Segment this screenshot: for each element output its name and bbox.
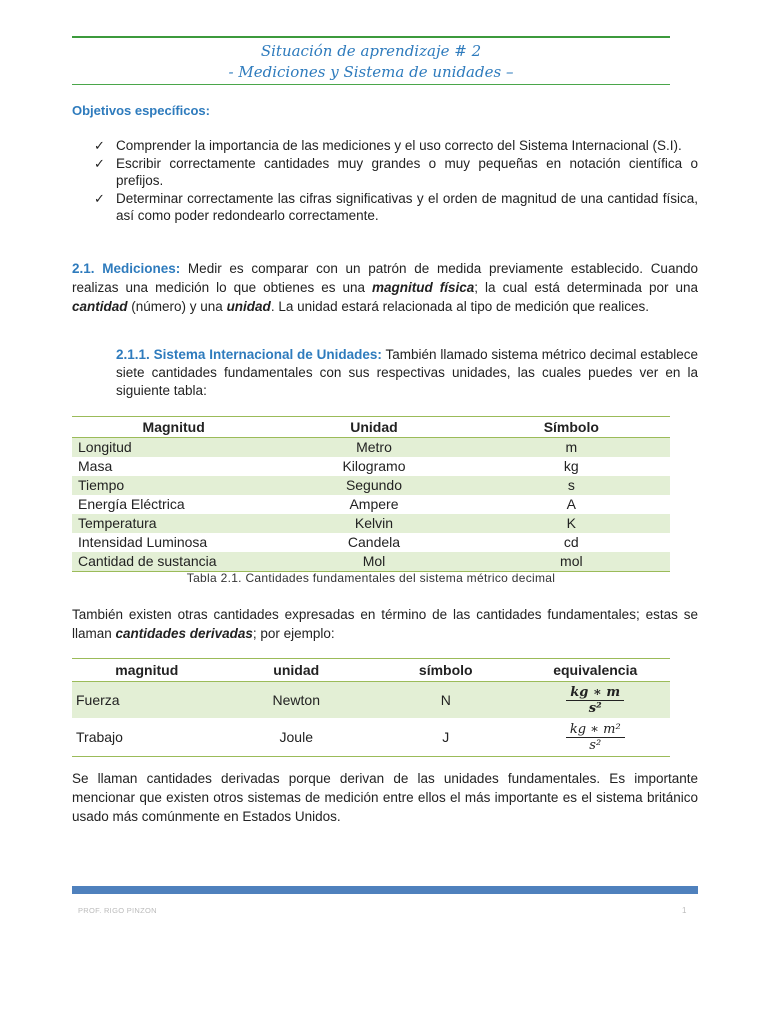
column-header-simbolo: Símbolo [473,417,670,438]
column-header-unidad: Unidad [275,417,472,438]
table-row [72,476,670,495]
cell-unidad: Mol [275,552,472,572]
fraction-denominator: s² [589,737,602,753]
footer-author: PROF. RIGO PINZON [78,906,157,915]
derived-intro-text: También existen otras cantidades expresadas en término de las cantidades fundamentales; estas se llaman [72,607,698,641]
term-magnitud-fisica: magnitud física [372,280,475,295]
derived-intro [72,605,698,643]
cell-magnitud: Cantidad de sustancia [72,552,275,572]
subsection-text: También llamado sistema métrico decimal establece siete cantidades fundamentales con sus respectivas unidades, las cuales puedes ver en la siguiente tabla: [116,347,698,398]
page-subtitle: - Mediciones y Sistema de unidades – [228,63,514,81]
check-icon: ✓ [94,138,105,153]
cell-magnitud: Intensidad Luminosa [78,534,208,550]
cell-simbolo: K [473,514,670,533]
cell-unidad: Segundo [275,476,472,495]
header-top-rule [72,36,670,38]
table-row [72,552,670,572]
cell-magnitud: Masa [78,458,113,474]
cell-simbolo: mol [473,552,670,572]
fraction [566,722,625,753]
fraction-numerator: kg ∗ m [566,685,624,701]
cell-magnitud: Energía Eléctrica [78,496,185,512]
cell-simbolo: cd [563,534,579,550]
objective-item [94,155,698,190]
cell-unidad: Metro [275,438,472,458]
section-text: Medir es comparar con un patrón de medida previamente establecido. Cuando realizas una medición lo que obtienes es una [72,261,698,295]
fraction-numerator: kg ∗ m² [566,722,625,738]
subsection-lead: 2.1.1. Sistema Internacional de Unidades: [116,347,382,362]
fraction-denominator: s² [588,700,602,716]
section-sistema-internacional [116,346,698,400]
objectives-list [94,137,698,225]
cell-simbolo: m [473,438,670,458]
fraction [566,685,624,716]
table-row [72,438,670,458]
section-text: . La unidad estará relacionada al tipo de medición que realices. [270,299,650,314]
column-header-magnitud: magnitud [72,659,222,682]
column-header-unidad: unidad [222,659,372,682]
objective-text: Escribir correctamente cantidades muy grandes o muy pequeñas en notación científica o prefijos. [116,155,698,188]
cell-equivalencia [521,682,671,719]
derived-units-table [72,658,670,757]
cell-simbolo: N [371,682,521,719]
page-title: Situación de aprendizaje # 2 [260,42,482,60]
cell-magnitud: Longitud [72,438,275,458]
table-header-row [72,417,670,438]
column-header-simbolo: símbolo [371,659,521,682]
objectives-heading: Objetivos específicos: [72,103,210,118]
cell-magnitud: Temperatura [72,514,275,533]
table-row [72,514,670,533]
objective-item [94,190,698,225]
cell-magnitud: Fuerza [72,682,222,719]
cell-unidad: Joule [222,718,372,757]
cell-simbolo: s [473,476,670,495]
section-text: (número) y una [127,299,227,314]
fundamental-units-table [72,416,670,572]
cell-unidad: Kilogramo [342,458,406,474]
footer-bar [72,886,698,894]
cell-equivalencia [521,718,671,757]
table-caption: Tabla 2.1. Cantidades fundamentales del sistema métrico decimal [186,571,556,585]
closing-paragraph: Se llaman cantidades derivadas porque derivan de las unidades fundamentales. Es importante mencionar que existen otros sistemas de medición entre ellos el más importante es el sistema británico usado más comúnmente en Estados Unidos. [72,771,698,824]
cell-magnitud: Trabajo [72,718,222,757]
cell-simbolo: A [566,496,576,512]
cell-simbolo: kg [563,458,579,474]
objective-item [94,137,698,155]
check-icon: ✓ [94,190,105,206]
derived-intro-text: ; por ejemplo: [252,626,335,641]
term-cantidad: cantidad [72,299,128,314]
cell-unidad: Newton [222,682,372,719]
cell-unidad: Kelvin [275,514,472,533]
table-row [72,533,670,552]
term-unidad: unidad [226,299,271,314]
table-row [72,495,670,514]
page-number: 1 [682,906,687,915]
cell-magnitud: Tiempo [72,476,275,495]
header-bottom-rule [72,84,670,85]
section-text: ; la cual está determinada por una [474,280,698,295]
table-header-row [72,659,670,682]
table-row [72,718,670,757]
section-lead: 2.1. Mediciones: [72,261,181,276]
term-cantidades-derivadas: cantidades derivadas [115,626,253,641]
column-header-equivalencia: equivalencia [521,659,671,682]
objective-text: Comprender la importancia de las mediciones y el uso correcto del Sistema Internacional (S.I). [116,138,682,153]
cell-simbolo: J [371,718,521,757]
cell-unidad: Candela [347,534,401,550]
table-row [72,682,670,719]
column-header-magnitud: Magnitud [72,417,275,438]
table-row [72,457,670,476]
section-mediciones [72,259,698,316]
cell-unidad: Ampere [349,496,399,512]
objective-text: Determinar correctamente las cifras significativas y el orden de magnitud de una cantidad física, así como poder redondearlo correctamente. [116,190,698,223]
check-icon: ✓ [94,155,105,171]
